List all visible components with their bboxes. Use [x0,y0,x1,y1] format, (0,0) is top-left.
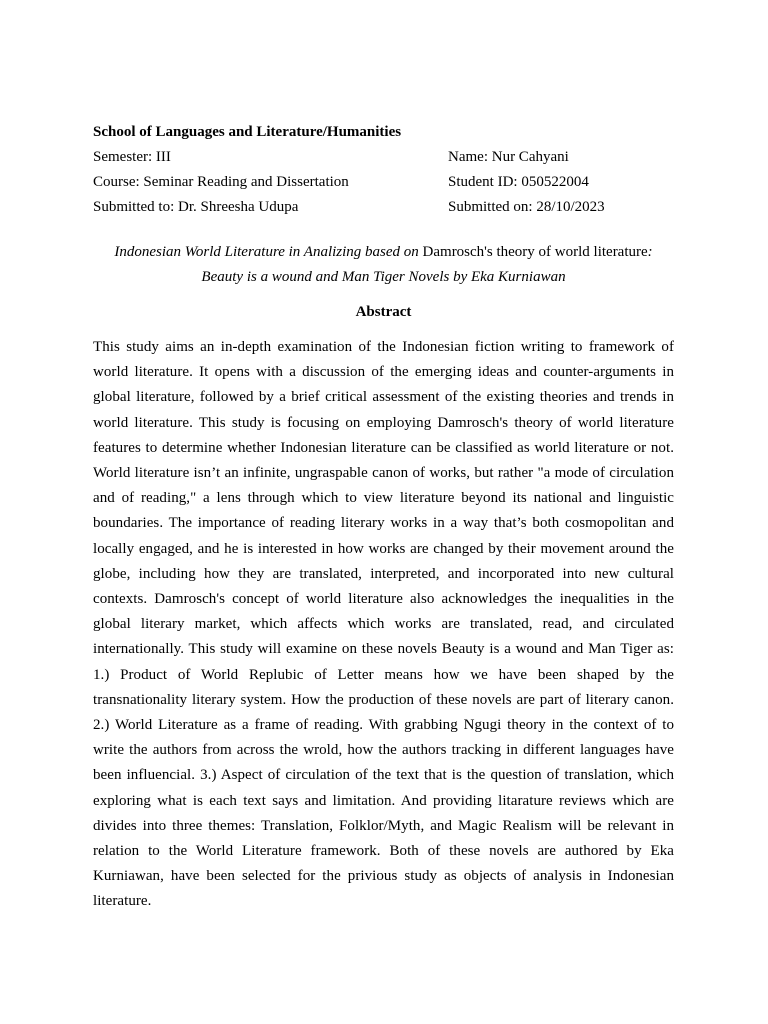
title-italic-part-a: Indonesian World Literature in Analizing based on [114,244,423,260]
meta-row-course [93,170,674,195]
student-id: Student ID: 050522004 [448,174,589,190]
title-italic-colon: : [647,244,653,260]
title-regular-part: Damrosch's theory of world literature [422,244,648,260]
abstract-heading: Abstract [355,304,412,320]
submitted-to: Submitted to: Dr. Shreesha Udupa [93,199,299,215]
student-name: Name: Nur Cahyani [448,149,569,165]
semester-label: Semester: III [93,149,171,165]
title-line-2 [93,265,674,290]
course-label: Course: Seminar Reading and Dissertation [93,174,349,190]
school-name: School of Languages and Literature/Humanities [93,124,402,140]
title-line-1 [93,240,674,265]
document-page [93,120,674,915]
meta-row-submission [93,195,674,220]
submitted-on: Submitted on: 28/10/2023 [448,199,605,215]
abstract-body: This study aims an in-depth examination of the Indonesian fiction writing to framework of world literature. It opens with a discussion of the emerging ideas and counter-arguments in global literature, followed by a brief critical assessment of the existing theories and trends in world literature. This study is focusing on employing Damrosch's theory of world literature features to determine whether Indonesian literature can be classified as world literature or not. World literature isn’t an infinite, ungraspable canon of works, but rather "a mode of circulation and of reading," a lens through which to view literature beyond its national and linguistic boundaries. The importance of reading literary works in a way that’s both cosmopolitan and locally engaged, and he is interested in how works are changed by their movement around the globe, including how they are translated, interpreted, and incorporated into new cultural contexts. Damrosch's concept of world literature also acknowledges the inequalities in the global literary market, which affects which works are translated, read, and circulated internationally. This study will examine on these novels Beauty is a wound and Man Tiger as: 1.) Product of World Replubic of Letter means how we have been shaped by the transnationality literary system. How the production of these novels are part of literary canon. 2.) World Literature as a frame of reading. With grabbing Ngugi theory in the context of to write the authors from across the wrold, how the authors tracking in different languages have been influencial. 3.) Aspect of circulation of the text that is the question of translation, which exploring what is each text says and limitation. And providing litarature reviews which are divides into three themes: Translation, Folklor/Myth, and Magic Realism will be relevant in relation to the World Literature framework. Both of these novels are authored by Eka Kurniawan, have been selected for the privious study as objects of analysis in Indonesian literature. [93,339,674,910]
meta-row-semester [93,145,674,170]
paper-title [93,240,674,290]
title-italic-subtitle: Beauty is a wound and Man Tiger Novels by Eka Kurniawan [201,269,566,285]
